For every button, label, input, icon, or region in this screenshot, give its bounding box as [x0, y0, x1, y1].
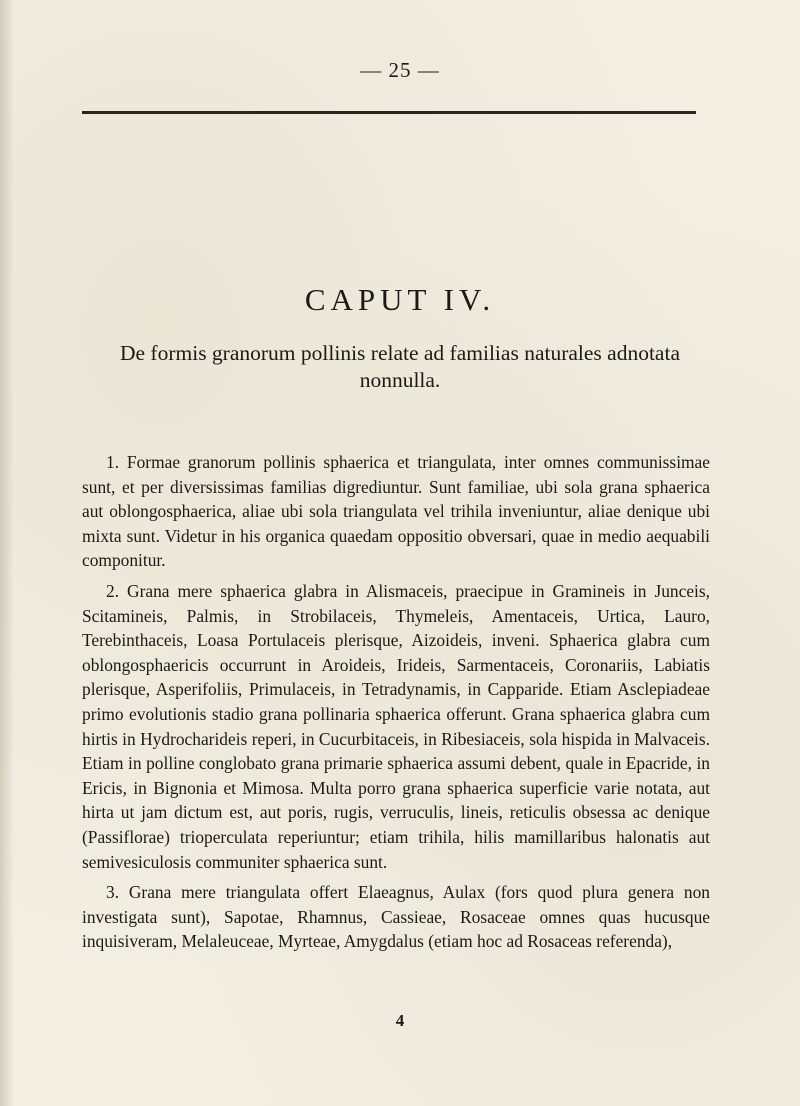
chapter-subtitle: De formis granorum pollinis relate ad familias naturales adnotata nonnulla. [119, 341, 680, 392]
paragraph-2: 2. Grana mere sphaerica glabra in Alismaceis, praecipue in Gramineis in Junceis, Scitamineis, Palmis, in Strobilaceis, Thymeleis, Amentaceis, Urtica, Lauro, Terebinthaceis, Loasa Portulaceis plerisque, Aizoideis, inveni. Sphaerica glabra cum oblongosphaericis occurrunt in Aroideis, Irideis, Sarmentaceis, Coronariis, Labiatis plerisque, Asperifoliis, Primulaceis, in Tetradynamis, in Capparide. Etiam Asclepiadeae primo evolutionis stadio grana pollinaria sphaerica offerunt. Grana sphaerica glabra cum hirtis in Hydrocharideis reperi, in Cucurbitaceis, in Ribesiaceis, sola hispida in Malvaceis. Etiam in polline conglobato grana primarie sphaerica assumi debent, quale in Epacride, in Ericis, in Bignonia et Mimosa. Multa porro grana sphaerica superficie varie notata, aut hirta ut jam dictum est, aut poris, rugis, verruculis, lineis, reticulis obsessa ac denique (Passiflorae) trioperculata reperiuntur; etiam trihila, hilis mamillaribus halonatis aut semivesiculosis communiter sphaerica sunt. [82, 580, 710, 872]
header-rule [82, 111, 696, 114]
paragraph-1: 1. Formae granorum pollinis sphaerica et triangulata, inter omnes communissimae sunt, et per diversissimas familias digrediuntur. Sunt familiae, ubi sola grana sphaerica aut oblongosphaerica, aliae ubi sola triangulata vel trihila inveniuntur, aliae denique ubi mixta sunt. Videtur in his organica quaedam oppositio obversari, quae in medio aequabili componitur. [82, 452, 710, 571]
chapter-title: CAPUT IV. [304, 282, 496, 317]
body-text [82, 450, 710, 960]
paragraph-3: 3. Grana mere triangulata offert Elaeagnus, Aulax (fors quod plura genera non investigata sunt), Sapotae, Rhamnus, Cassieae, Rosaceae omnes quas hucusque inquisiveram, Melaleuceae, Myrteae, Amygdalus (etiam hoc ad Rosaceas referenda), [82, 882, 710, 952]
signature-mark: 4 [395, 1011, 405, 1030]
page-gutter-shadow [0, 0, 14, 1106]
page-number: — 25 — [360, 58, 440, 82]
